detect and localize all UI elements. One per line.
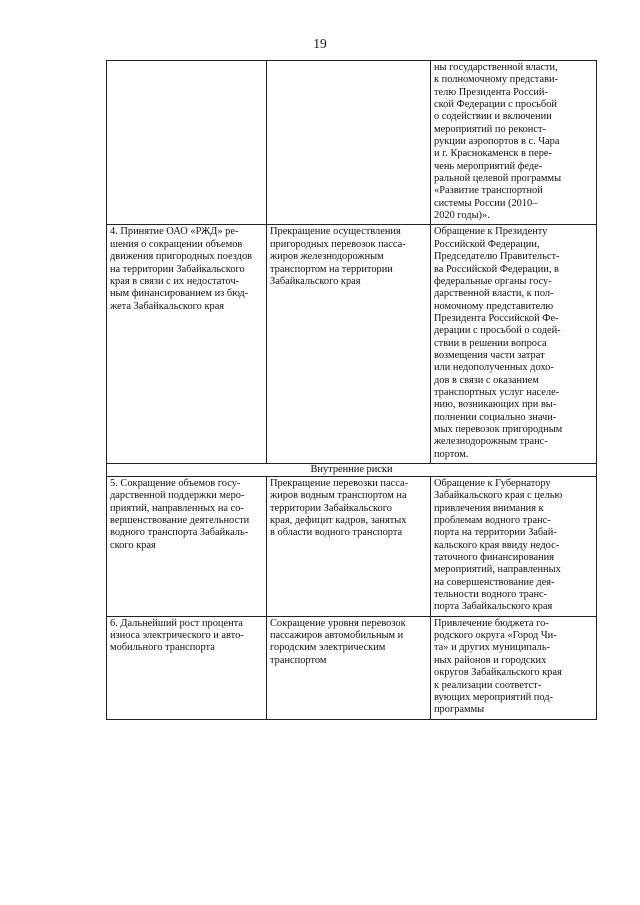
table-row: [107, 477, 597, 617]
risks-table: [106, 60, 597, 720]
risk-cell: [107, 61, 267, 225]
consequence-cell: Сокращение уровня перевозок пассажиров автомобильным и городским электрическим транспортом: [267, 616, 431, 719]
consequence-cell: Прекращение осуществления пригородных перевозок пасса- жиров железнодорожным транспортом на территории Забайкальского края: [267, 225, 431, 464]
consequence-cell: Прекращение перевозки пасса- жиров водным транспортом на территории Забайкальского края, дефицит кадров, занятых в области водного транспорта: [267, 477, 431, 617]
risk-cell: 4. Принятие ОАО «РЖД» ре- шения о сокращении объемов движения пригородных поездов на территории Забайкальского края в связи с их недостаточ- ным финансированием из бюд- жета Забайкальского края: [107, 225, 267, 464]
measure-cell: Обращение к Губернатору Забайкальского края с целью привлечения внимания к проблемам водного транс- порта на территории Забай- кальского края ввиду недос- таточного финансирования мероприятий, направленных на совершенствование дея- тельности водного транс- порта Забайкальского края: [431, 477, 597, 617]
consequence-cell: [267, 61, 431, 225]
risk-cell: 5. Сокращение объемов госу- дарственной поддержки меро- приятий, направленных на со- вершенствование деятельности водного транспорта Забайкаль- ского края: [107, 477, 267, 617]
measure-cell: Обращение к Президенту Российской Федерации, Председателю Правительст- ва Российской Федерации, в федеральные органы госу- дарственной власти, к пол- номочному представителю Президента Российской Фе- дерации с просьбой о содей- ствии в решении вопроса возмещения части затрат или недополученных дохо- дов в связи с оказанием транспортных услуг населе- нию, возникающих при вы- полнении социально значи- мых перевозок пригородным железнодорожным транс- портом.: [431, 225, 597, 464]
measure-cell: ны государственной власти, к полномочному представи- телю Президента Россий- ской Федерации с просьбой о содействии и включении мероприятий по реконст- рукции аэропортов в с. Чара и г. Краснокаменск в пере- чень мероприятий феде- ральной целевой программы «Развитие транспортной системы России (2010– 2020 годы)».: [431, 61, 597, 225]
section-header-row: [107, 464, 597, 477]
table-row: [107, 61, 597, 225]
measure-cell: Привлечение бюджета го- родского округа «Город Чи- та» и других муниципаль- ных районов и городских округов Забайкальского края к реализации соответст- вующих мероприятий под- программы: [431, 616, 597, 719]
table-row: [107, 225, 597, 464]
risk-cell: 6. Дальнейший рост процента износа электрического и авто- мобильного транспорта: [107, 616, 267, 719]
table-row: [107, 616, 597, 719]
internal-risks-heading: Внутренние риски: [107, 464, 597, 477]
page-number: 19: [313, 36, 327, 51]
